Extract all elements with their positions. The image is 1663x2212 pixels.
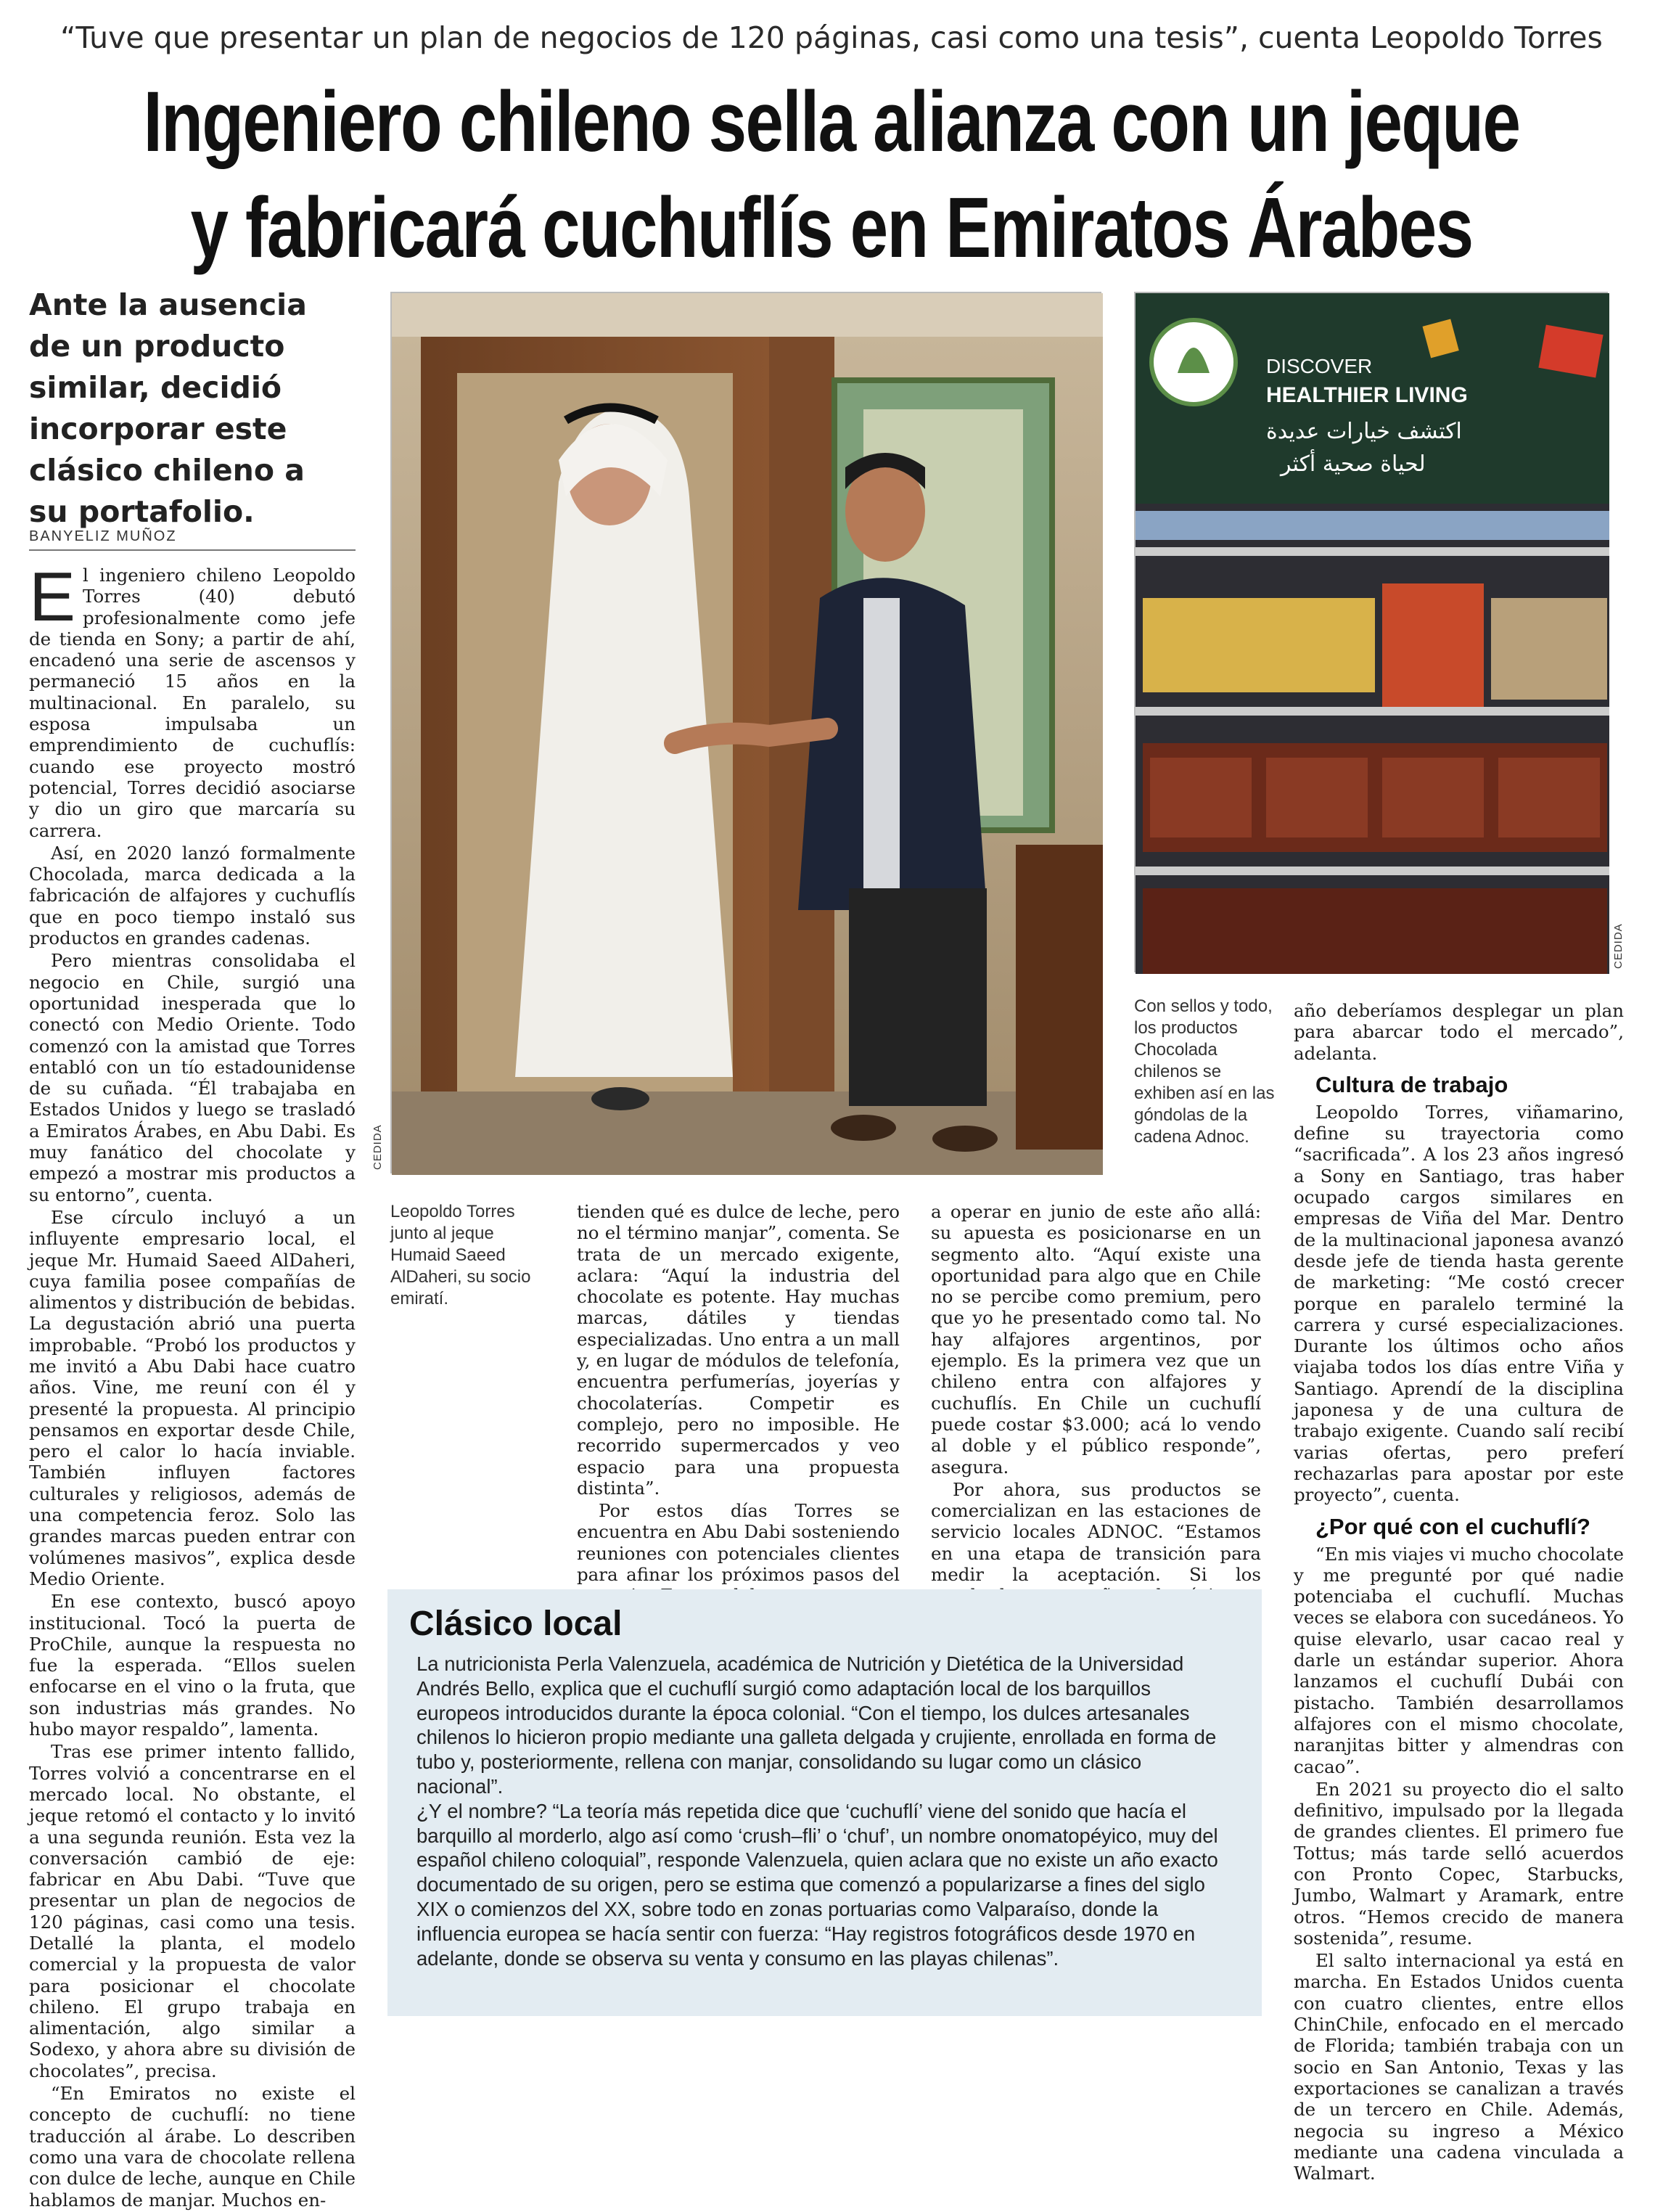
subhead-cuchufli: ¿Por qué con el cuchuflí? — [1315, 1513, 1590, 1539]
article-column-4: año deberíamos desplegar un plan para abarcar todo el mercado”, adelanta. Cultura de trabajo Leopoldo Torres, viñamarino, define su trayectoria como “sacrificada”. A los 23 años ingresó a Sony en Santiago, tras haber ocupado cargos similares en empresas de Viña del Mar. Dentro de la multinacional japonesa avanzó desde jefe de tienda hasta gerente de marketing: “Me costó crecer porque en paralelo terminé la carrera y cursé especializaciones. Durante los últimos ocho años viajaba todos los días entre Viña y Santiago. Aprendí de la disciplina japonesa y de una cultura de trabajo exigente. Cuando salí recibí varias ofertas, pero preferí rechazarlas para apostar por este proyecto”, cuenta. ¿Por qué con el cuchuflí? “En mis viajes vi mucho chocolate y me pregunté por qué nadie potenciaba el cuchuflí. Muchas veces se elabora con sucedáneos. Yo quise elevarlo, usar cacao real y darle un estándar superior. Ahora lanzamos el cuchuflí Dubái con pistacho. También desarrollamos alfajores con el mismo chocolate, naranjitas bitter y almendras con cacao”. En 2021 su proyecto dio el salto definitivo, impulsado por la llegada de grandes clientes. El primero fue Tottus; más tarde selló acuerdos con Pronto Copec, Starbucks, Jumbo, Walmart y Aramark, entre otros. “Hemos crecido de manera sostenida”, resume. El salto internacional ya está en marcha. En Estados Unidos cuenta con cuatro clientes, entre ellos ChinChile, enfocado en el mercado de Florida; también trabaja con un socio en San Antonio, Texas y las exportaciones se canalizan a través de un tercero en Chile. Además, negocia su ingreso a México mediante una cadena vinculada a Walmart. — [1294, 1000, 1624, 2184]
photo-credit-1: CEDIDA — [371, 1124, 384, 1170]
sidebar-paragraph-1: La nutricionista Perla Valenzuela, académica de Nutrición y Dietética de la Universidad Andrés Bello, explica que el cuchuflí surgió como adaptación local de los barquillos europeos introducidos durante la época colonial. “Con el tiempo, los dulces artesanales chilenos lo hicieron propio mediante una galleta delgada y crujiente, enrollada en forma de tubo y, posteriormente, rellena con manjar, consolidando su lugar como un clásico nacional”. — [416, 1652, 1217, 1798]
kicker: “Tuve que presentar un plan de negocios de 120 páginas, casi como una tesis”, cuenta Leopoldo Torres — [60, 20, 1603, 55]
sign-discover: DISCOVER — [1266, 355, 1373, 377]
store-shelf-illustration — [1136, 293, 1609, 974]
photo-credit-2: CEDIDA — [1612, 923, 1625, 969]
byline: BANYELIZ MUÑOZ — [29, 528, 356, 551]
photo-caption-1: Leopoldo Torres junto al jeque Humaid Saeed AlDaheri, su socio emiratí. — [390, 1202, 531, 1308]
headline-line-1: Ingeniero chileno sella alianza con un jeque — [143, 74, 1520, 170]
drop-cap: E — [29, 558, 76, 636]
sidebar-title: Clásico local — [409, 1605, 623, 1643]
handshake-illustration — [392, 293, 1103, 1175]
deck: Ante la ausencia de un producto similar, decidió incorporar este clásico chileno a su portafolio. — [29, 287, 307, 529]
headline — [0, 69, 1663, 287]
article-column-2: tienden qué es dulce de leche, pero no el término manjar”, comenta. Se trata de un mercado exigente, aclara: “Aquí la industria del chocolate es potente. Hay muchas marcas, dátiles y tiendas especializadas. Uno entra a un mall y, en lugar de módulos de telefonía, encuentra perfumerías, joyerías y chocolaterías. Competir es complejo, pero no imposible. He recorrido supermercados y veo espacio para una propuesta distinta”. Por estos días Torres se encuentra en Abu Dabi sosteniendo reuniones con potenciales clientes para afinar los próximos pasos del — [577, 1201, 900, 1586]
article-column-3: a operar en junio de este año allá: su apuesta es posicionarse en un segmento alto. “Aquí existe una oportunidad para algo que en Chile no se percibe como premium, pero que yo he presentado como tal. No hay alfajores argentinos, por ejemplo. Es la primera vez que un chileno entra con alfajores y cuchuflís. En Chile un cuchuflí puede costar $3.000; acá lo vendo al doble y el público responde”, asegura. Por ahora, sus productos se comercializan en las estaciones de servicio locales ADNOC. “Estamos en una etapa de transición para medir la aceptación. Si los — [931, 1201, 1261, 1586]
sidebar-box-clasico-local — [387, 1589, 1262, 2016]
sidebar-paragraph-2: ¿Y el nombre? “La teoría más repetida dice que ‘cuchuflí’ viene del sonido que hacía el barquillo al morderlo, algo así como ‘crush–fli’ o ‘chuf’, un nombre onomatopéyico, muy del español chileno coloquial”, responde Valenzuela, quien aclara que no existe un año exacto documentado de su origen, pero se estima que comenzó a popularizarse a fines del siglo XIX o comienzos del XX, sobre todo en zonas portuarias como Valparaíso, donde la influencia europea se hacía sentir con fuerza: “Hay registros fotográficos desde 1970 en adelante, donde se observa su venta y consumo en las playas chilenas”. — [416, 1799, 1218, 1970]
sign-healthier: HEALTHIER LIVING — [1266, 383, 1468, 407]
sign-arabic-2: لحياة صحية أكثر — [1281, 451, 1426, 477]
sign-arabic-1: اكتشف خيارات عديدة — [1266, 419, 1462, 444]
subhead-cultura: Cultura de trabajo — [1315, 1071, 1508, 1097]
store-shelf-photo — [1134, 292, 1608, 972]
photo-caption-2: Con sellos y todo, los productos Chocolada chilenos se exhiben así en las góndolas de la cadena Adnoc. — [1134, 996, 1275, 1147]
article-column-1: El ingeniero chileno Leopoldo Torres (40) debutó profesionalmente como jefe de tienda en Sony; a partir de ahí, encadenó una serie de ascensos y permaneció 15 años en la multinacional. En paralelo, su esposa impulsaba un emprendimiento de cuchuflís: cuando ese proyecto mostró potencial, Torres decidió asociarse y dio un giro que marcaría su carrera. Así, en 2020 lanzó formalmente Chocolada, marca dedicada a la fabricación de alfajores y cuchuflís que en poco tiempo instaló sus productos en grandes cadenas. Pero mientras consolidaba el negocio en Chile, surgió una oportunidad inesperada que lo conectó con Medio Oriente. Todo comenzó con la amistad que Torres entabló con un tío estadounidense de su cuñada. “Él trabajaba en Estados Unidos y luego se trasladó a Emiratos Árabes, en Abu Dabi. Es muy fanático del chocolate y empezó a mostrar mis productos a su entorno”, cuenta. Ese círculo incluyó a un influyente empresario local, el jeque Mr. Humaid Saeed AlDaheri, cuya familia posee compañías de alimentos y distribución de bebidas. La degustación abrió una puerta improbable. “Probó los productos y me invitó a Abu Dabi hace cuatro años. Vine, me reuní con él y presenté la propuesta. Al principio pensamos en exportar desde Chile, pero el calor lo hacía inviable. También influyen factores culturales y religiosos, además de una competencia feroz. Solo las grandes marcas pueden entrar con volúmenes masivos”, explica desde Medio Oriente. En ese contexto, buscó apoyo institucional. Tocó la puerta de ProChile, aunque la respuesta no fue la esperada. “Ellos suelen enfocarse en el vino o la fruta, que son industrias más grandes. No hubo mayor respaldo”, lamenta. Tras ese primer intento fallido, Torres volvió a concentrarse en el mercado local. No obstante, el jeque retomó el contacto y lo invitó a una segunda reunión. Esta vez la conversación cambió de eje: fabricar en Abu Dabi. “Tuve que presentar un plan de negocios de 120 páginas, casi como una tesis. Detallé la planta, el modelo comercial y la propuesta de valor para posicionar el chocolate chileno. El grupo trabaja en alimentación, algo similar a Sodexo, y ahora abre su división de chocolates”, precisa. “En Emiratos no existe el concepto de cuchuflí: no tiene traducción al árabe. Lo describen como una vara de chocolate rellena con dulce de leche, aunque en Chile hablamos de manjar. Muchos en- — [29, 558, 356, 2211]
headline-line-2: y fabricará cuchuflís en Emiratos Árabes — [190, 180, 1473, 276]
handshake-photo — [390, 292, 1101, 1173]
